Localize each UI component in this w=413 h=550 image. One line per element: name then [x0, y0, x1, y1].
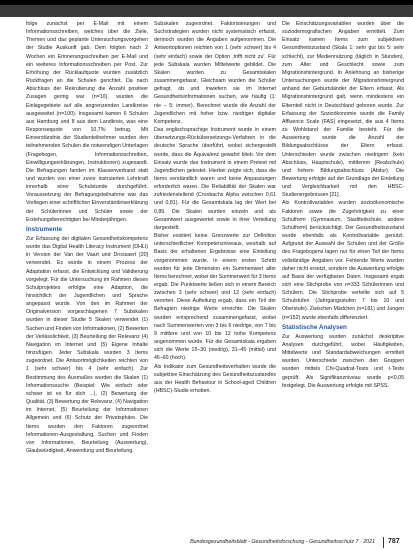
section-heading-instrumente: Instrumente	[26, 225, 63, 233]
paragraph: Als Indikator zum Gesundheitsverhalten wurde die subjektive Einschätzung des Gesundheitszustandes aus der Health Behaviour in School-aged Children (HBSC)-Studie erhoben.	[154, 363, 276, 395]
section-heading-statistische-analysen: Statistische Analysen	[282, 323, 347, 331]
footer-divider	[383, 537, 384, 548]
header-stripe	[0, 0, 413, 5]
paragraph: Bisher existiert keine Grenzwerte zur Definition unterschiedlicher Kompetenzniveaus, weshalb auf Basis der erhaltenen Ergebnisse eine Einteilung vorgenommen wurde. In einem ersten Schritt wurden für jede Dimension ein Summenwert aller Items berechnet, wobei der Summenwert für 3 Items ergab. Die Punktwerte ließen sich in einem Bereich zwischen 3 (sehr schwer) und 12 (sehr einfach) verorten. Diese Aufteilung ergab, dass ein Teil der Befragten niedrige Werte erreichte. Die Skalen wurden entsprechend zusammengefasst, wobei nach Summenwerten von 3 bis 6 niedrige, von 7 bis 9 mittlere und von 10 bis 12 hohe Kompetenz angenommen wurde. Für die Gesamtskala ergaben sich die Werte 15–30 (niedrig), 31–45 (mittel) und 46–60 (hoch).	[154, 233, 276, 362]
paragraph: folge zunächst per E-Mail mit einem Informationsschreiben, welches über die Ziele, Themen und das geplante Untersuchungsvorgehen der Studie Auskunft gab. Dem folgten nach 2 Wochen ein Erinnerungsschreiben per E-Mail und ein weiteres Informationsschreiben per Post. Zur Erhöhung der Rücklaufquote wurden zusätzlich Rückfragen an die Schulen gerichtet. Da nach Abschluss der Rekrutierung die Anzahl positiver Zusagen gering war (n=10), wurden die Einlagegebiete auf alle angrenzenden Landkreise ausgeweitet (n=100). Insgesamt kamen 6 Schulen aus Hamburg und 8 aus dem Landkreis, was eine Responsequote von 10,7% betrug. Mit Einverständnis der Studienteilnehmer wurden den teilnehmenden Schulen die notwendigen Unterlagen (Fragebogen, Informationsschreiben, Einwilligungserklärungen, Instruktionen) zugesandt. Die Befragungen fanden im Klassenverband statt und wurden von einer zuvor instruierten Lehrkraft innerhalb einer Schulstunde durchgeführt. Voraussetzung der Befragungsteilnahme war das Vorliegen einer schriftlichen Einverständniserklärung der Schülerinnen und Schüler sowie der Erziehungsberechtigten bei Minderjährigen.	[26, 21, 148, 223]
paragraph: Das englischsprachige Instrument wurde in einem übersetzungs-Rückübersetzungs-Verfahren in die deutsche Sprache überführt, wobei sichergestellt wurde, dass die Äquivalenz gewahrt blieb. Vor dem Einsatz wurde das Instrument in einem Pretest mit Jugendlichen getestet. Hierbei zeigte sich, dass die Items verständlich waren und keine Anpassungen erforderlich waren. Die Reliabilität der Skalen war zufriedenstellend (Cronbachs Alpha zwischen 0,61 und 0,81). Für die Gesamtskala lag der Wert bei 0,89. Die Skalen wurden einzeln und als Gesamtwert ausgewertet sowie in ihrer Verteilung dargestellt.	[154, 127, 276, 231]
column-1	[26, 20, 148, 528]
page-number: 787	[388, 538, 400, 545]
paragraph: Als Kontrollvariablen wurden sozioökonomische Faktoren sowie die Zugehörigkeit zu einer Schulform (Gymnasium, Stadtteilschule, andere Schulform) berücksichtigt. Der Gesundheitszustand wurde ebenfalls als Kontrollvariable genutzt. Aufgrund der Auswahl der Schulen und der Größe des Fragebogens lagen nur für einen Teil der Items vollständige Angaben vor. Fehlende Werte wurden daher nicht ersetzt, sondern die Auswertung erfolgte auf Basis der verfügbaren Daten. Insgesamt ergab sich eine Stichprobe von n=333 Schülerinnen und Schülern. Die Stichprobe verteilte sich auf 5 Schulstufen (Jahrgangsstufen 7 bis 10 und Oberstufe). Zwischen Mädchen (n=181) und Jungen (n=152) wurde ebenfalls differenziert.	[282, 200, 404, 321]
header-bar	[0, 0, 413, 17]
column-3	[282, 20, 404, 528]
article-body	[26, 20, 404, 528]
paragraph: Zur Erfassung der digitalen Gesundheitskompetenz wurde das Digital Health Literacy Instrument (DHLI) in Version der Van der Vaart und Drossaert [20] verwendet. Es wurde in einem Prozess der Adaptation erfasst, die Entwicklung und Validierung vorgelegt. Für die Untersuchung im Rahmen dieses Schulprojektes erfolgte eine Adaption, die hinsichtlich der Jugendlichen und Sprache angepasst wurde. Von den im Rahmen der Originalversion vorgeschlagenen 7 Subskalen wurden in dieser Studie 5 Skalen verwendet (1) Suchen und Finden von Informationen, (2) Bewerten der Verlässlichkeit, (3) Beurteilung der Relevanz (4) Navigation im Internet und (5) Eigene Inhalte hinzufügen. Jeder Subskala wurden 3 Items zugeordnet. Die Antwortmöglichkeiten reichten von 1 (sehr schwer) bis 4 (sehr einfach). Zur Bestimmung des Ausmaßes wurden die Skalen (1) Informationssuche (Beispiel: Wie einfach oder schwer ist es für dich ...), (2) Bewertung der Qualität, (3) Bewertung der Relevanz, (4) Navigation im Internet, (5) Beurteilung der Informationen Allgemein und (6) Schutz der Privatsphäre. Die Items wurden den Faktoren zugeordnet Informationen-Ausgestaltung, Suchen und Finden von Informationen, Beurteilung (Auswertung), Glaubwürdigkeit, Anwendung und Beurteilung.	[26, 235, 148, 454]
paragraph: Subskalen zugeordnet. Faktorisierungen und Suchstrategien wurden nicht systematisch erfasst, dennoch wurden die Angaben aufgenommen. Die Antwortoptionen reichten von 1 (sehr schwer) bis 4 (sehr einfach) sowie der Option ‚trifft nicht zu'. Für jede Subskala wurden Mittelwerte gebildet. Die Skalen wurden zu Gesamtskalen zusammengefasst. Gleichsam wurden die Schüler gefragt, ob und inwiefern sie im Internet Gesundheitsinformationen suchen, wie häufig (1: nie – 5: immer). Berechnet wurde die Anzahl der Jugendlichen mit hoher bzw. niedriger digitaler Kompetenz.	[154, 21, 276, 125]
paragraph: Die Einschätzungsvariablen wurden über die soziodemografischen Angaben ermittelt. Zum Einsatz kamen Items zum subjektiven Gesundheitszustand (Skala 1: sehr gut bis 5: sehr schlecht), zur Mediennutzung (täglich in Stunden), zum Alter und Geschlecht sowie zum Migrationshintergrund. In Anlehnung an bisherige Untersuchungen wurde der Migrationshintergrund anhand der Geburtsländer der Eltern erfasst. Als Migrationshintergrund galt, wenn mindestens ein Elternteil nicht in Deutschland geboren wurde. Zur Erfassung der Sozioökonomie wurde die Family Affluence Scale (FAS) eingesetzt, die aus 4 Items zu Wohlstand der Familie besteht. Für die Auswertung wurde die Anzahl der Bildungsabschlüsse der Eltern erfasst. Unterschieden wurde zwischen niedrigem (kein Abschluss, Hauptschule), mittlerem (Realschule) und hohem Bildungsabschluss (Abitur). Die Bewertung erfolgte auf der Grundlage der Einteilung und Vergleichbarkeit mit den HBSC-Studienergebnissen [21].	[282, 21, 404, 199]
page-footer	[0, 535, 413, 550]
column-2	[154, 20, 276, 528]
journal-citation: Bundesgesundheitsblatt - Gesundheitsforschung - Gesundheitsschutz 7 · 2021	[190, 539, 375, 545]
paragraph: Zur Auswertung wurden zunächst deskriptive Analysen durchgeführt, wobei Häufigkeiten, Mittelwerte und Standardabweichungen ermittelt wurden. Unterschiede zwischen den Gruppen wurden mittels Chi-Quadrat-Tests und t-Tests geprüft. Als Signifikanzniveau wurde p<0,05 festgelegt. Die Auswertung erfolgte mit SPSS.	[282, 333, 404, 389]
